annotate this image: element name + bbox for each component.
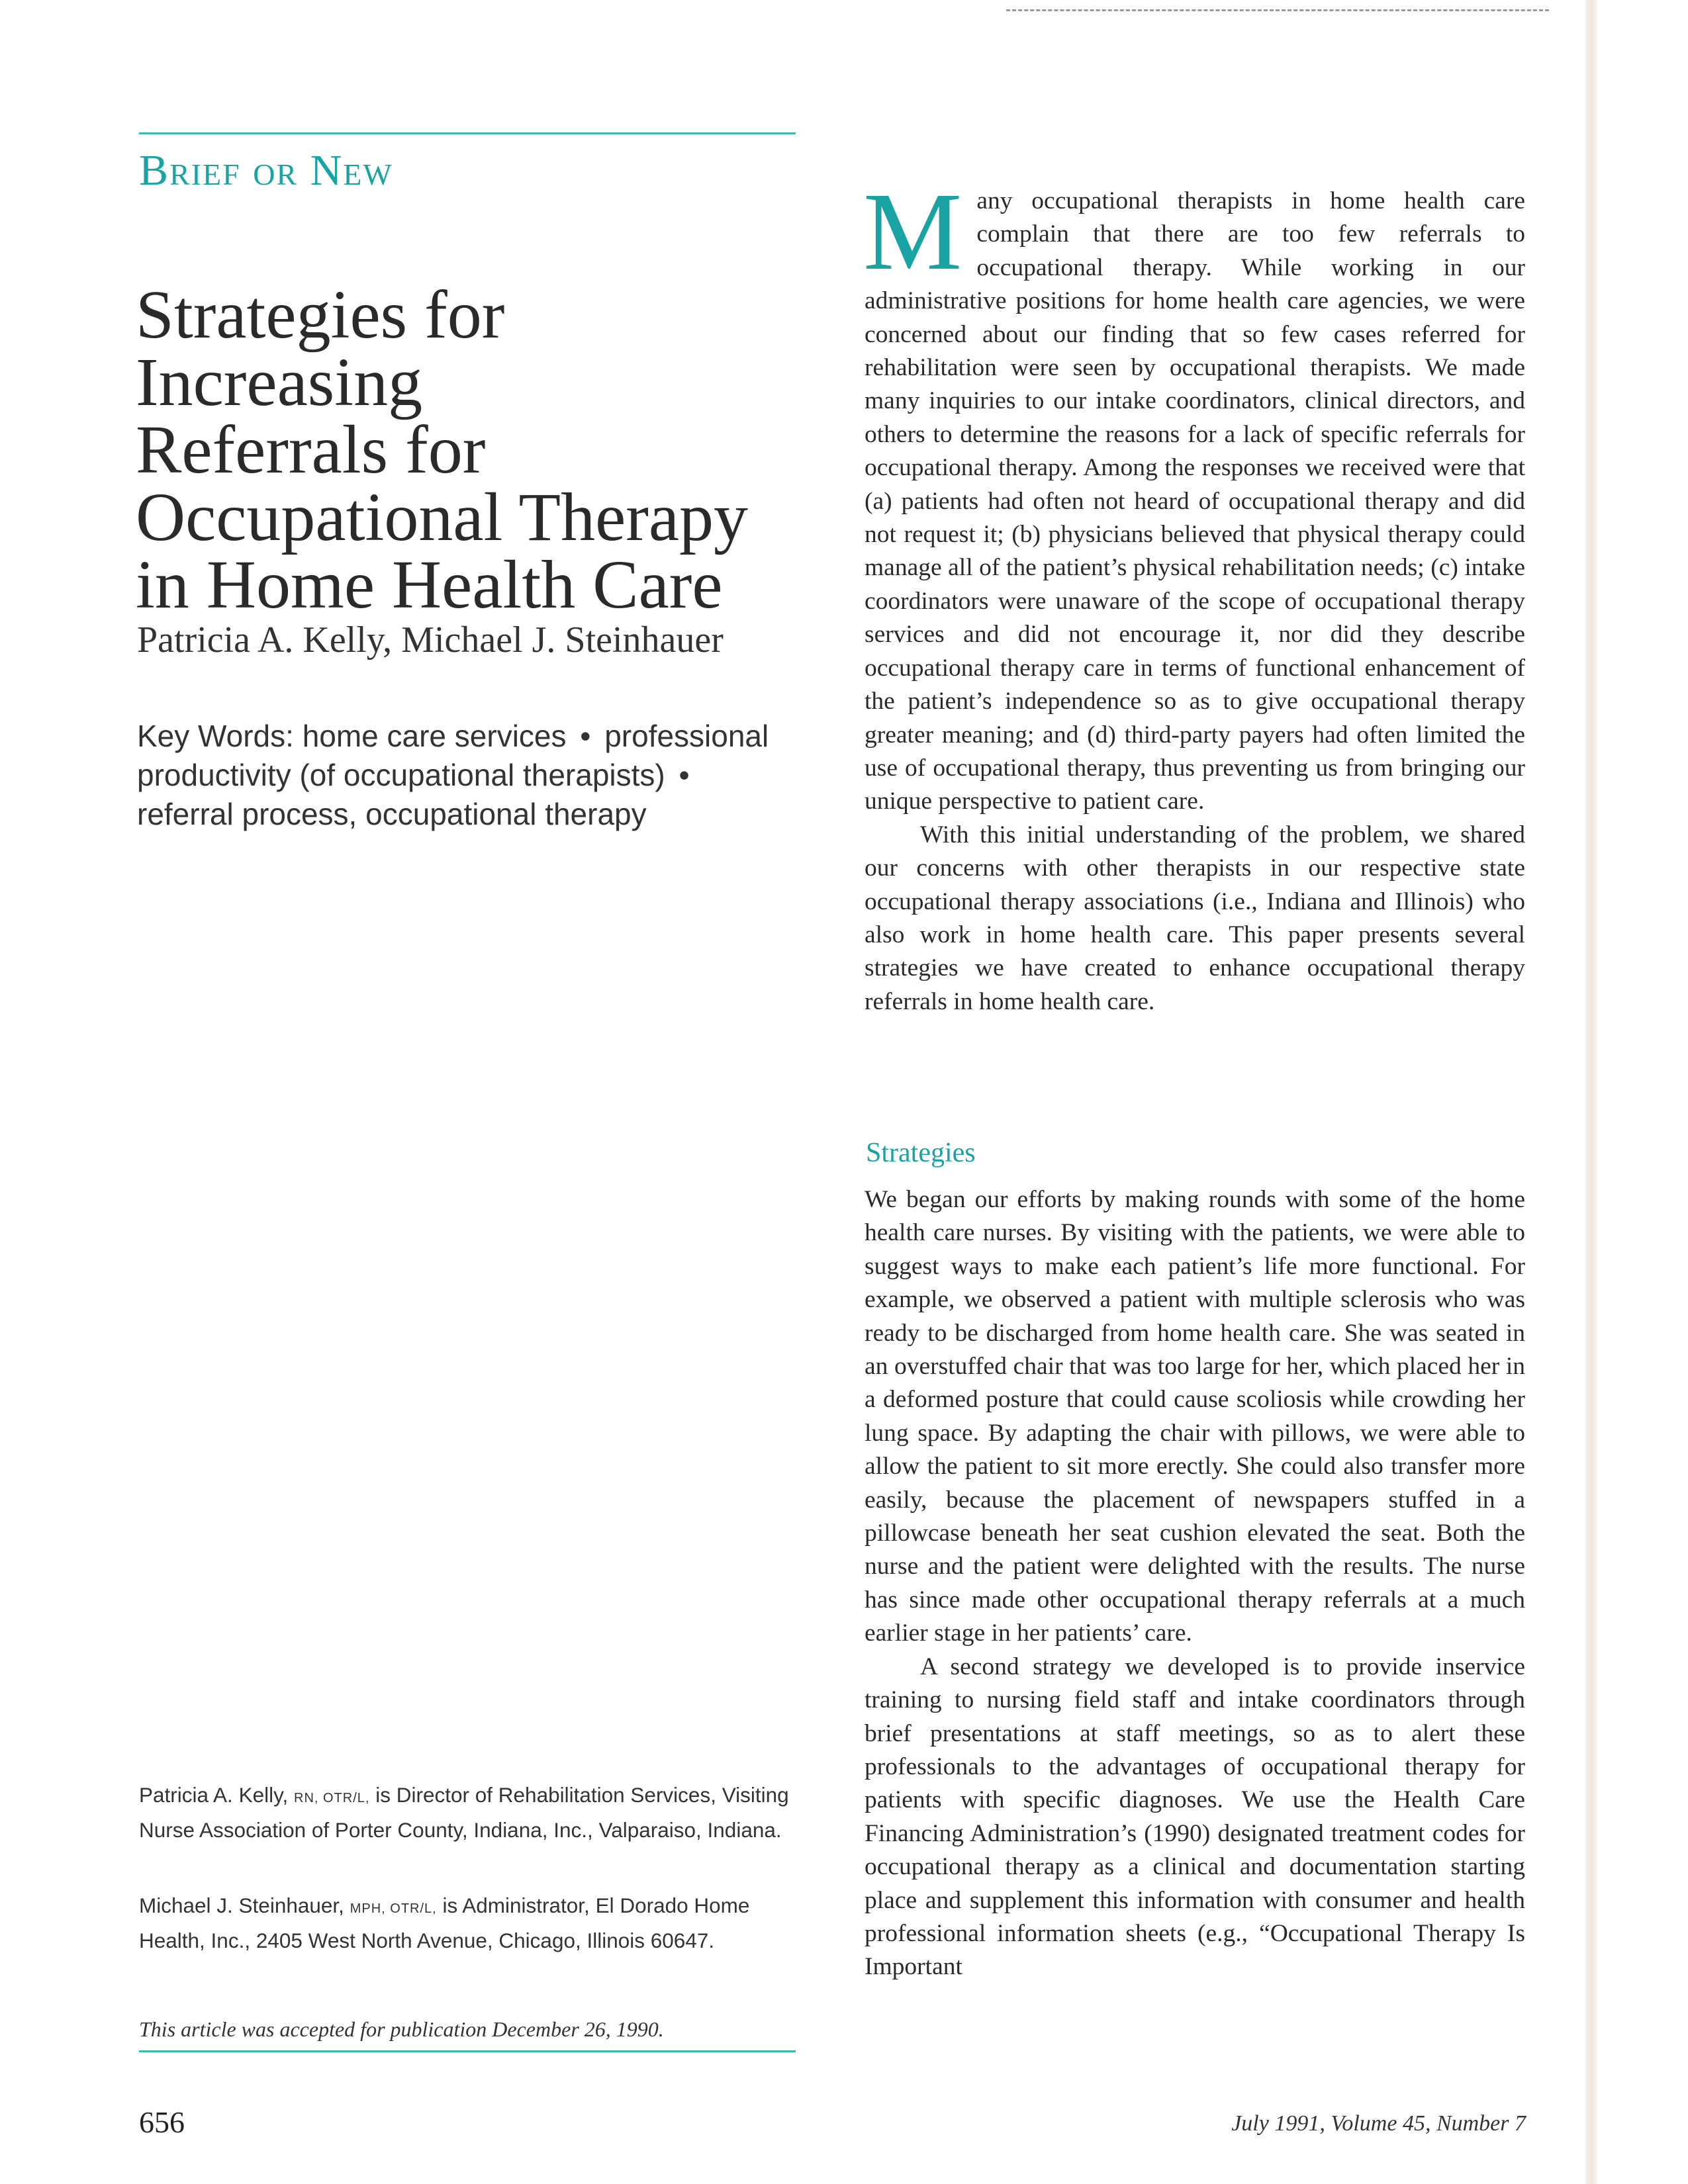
title-line: in Home Health Care [136,547,723,623]
affiliation-name: Michael J. Steinhauer, [139,1893,344,1917]
affiliation-credentials: RN, OTR/L, [294,1791,370,1805]
section-heading: Strategies [866,1138,976,1168]
key-words [137,717,799,834]
key-word: home care services [302,719,567,753]
affiliation-text: is Administrator, El Dorado Home Health, Inc., 2405 West North Avenue, Chicago, Illinois 60647. [139,1893,750,1952]
affiliation-name: Patricia A. Kelly, [139,1783,289,1807]
key-words-label: Key Words: [137,719,294,753]
footnote-bottom-rule [139,2050,796,2052]
page-number: 656 [139,2105,185,2139]
running-footer: July 1991, Volume 45, Number 7 [1231,2111,1526,2136]
key-word: professional productivity (of occupational therapists) [137,719,769,792]
strategies-text [865,1183,1525,1984]
author-affiliation [139,1889,801,1956]
scan-edge-marks [1006,9,1549,11]
paragraph: A second strategy we developed is to provide inservice training to nursing field staff and intake coordinators through brief presentations at staff meetings, so as to alert these professionals to the advantages of occupational therapy for patients with specific diagnoses. We use the Health Care Financing Administration’s (1990) designated treatment codes for occupational therapy as a clinical and documentation starting place and supplement this information with consumer and health professional information sheets (e.g., “Occupational Therapy Is Important [865,1653,1525,1981]
intro-text [863,170,1525,1019]
section-top-rule [139,132,796,134]
page-gutter-shadow [1585,0,1597,2184]
affiliation-credentials: MPH, OTR/L, [350,1901,437,1916]
acceptance-note: This article was accepted for publication December 26, 1990. [139,2017,664,2041]
author-list: Patricia A. Kelly, Michael J. Steinhauer [137,619,724,660]
affiliation-text: is Director of Rehabilitation Services, Visiting Nurse Association of Porter County, Indiana, Inc., Valparaiso, Indiana. [139,1783,789,1842]
title-line: Referrals for [136,412,486,488]
title-line: Occupational Therapy [136,479,749,555]
bullet-icon: • [679,758,690,792]
bullet-icon: • [580,719,591,753]
paragraph: With this initial understanding of the problem, we shared our concerns with other therapists in our respective state occupational therapy associations (i.e., Indiana and Illinois) who also work in home health care. This paper presents several strategies we have created to enhance occupational therapy referrals in home health care. [865,821,1525,1015]
section-label: Brief or New [139,146,393,195]
drop-cap: M [863,170,962,293]
author-affiliation [139,1779,801,1846]
title-line: Strategies for Increasing [136,277,505,420]
paragraph: any occupational therapists in home health care complain that there are too few referrals to occupational therapy. While working in our administrative positions for home health care agencies, we were concerned about our finding that so few cases referred for rehabilitation were seen by occupational therapists. We made many inquiries to our intake coordinators, clinical directors, and others to determine the reasons for a lack of specific referrals for occupational therapy. Among the responses we received were that (a) patients had often not heard of occupational therapy and did not request it; (b) physicians believed that physical therapy could manage all of the patient’s physical rehabilitation needs; (c) intake coordinators were unaware of the scope of occupational therapy services and did not encourage it, nor did they describe occupational therapy care in terms of functional enhancement of the patient’s independence so as to give occupational therapy greater meaning; and (d) third-party payers had often limited the use of occupational therapy, thus preventing us from bringing our unique perspective to patient care. [865,187,1525,815]
key-word: referral process, occupational therapy [137,797,647,831]
article-title [136,277,804,623]
paragraph: We began our efforts by making rounds with some of the home health care nurses. By visiting with the patients, we were able to suggest ways to make each patient’s life more functional. For example, we observed a patient with multiple sclerosis who was ready to be discharged from home health care. She was seated in an overstuffed chair that was too large for her, which placed her in a deformed posture that could cause scoliosis while crowding her lung space. By adapting the chair with pillows, we were able to allow the patient to sit more erectly. She could also transfer more easily, because the placement of newspapers stuffed in a pillowcase beneath her seat cushion elevated the seat. Both the nurse and the patient were delighted with the results. The nurse has since made other occupational therapy referrals at a much earlier stage in her patients’ care. [865,1186,1525,1647]
